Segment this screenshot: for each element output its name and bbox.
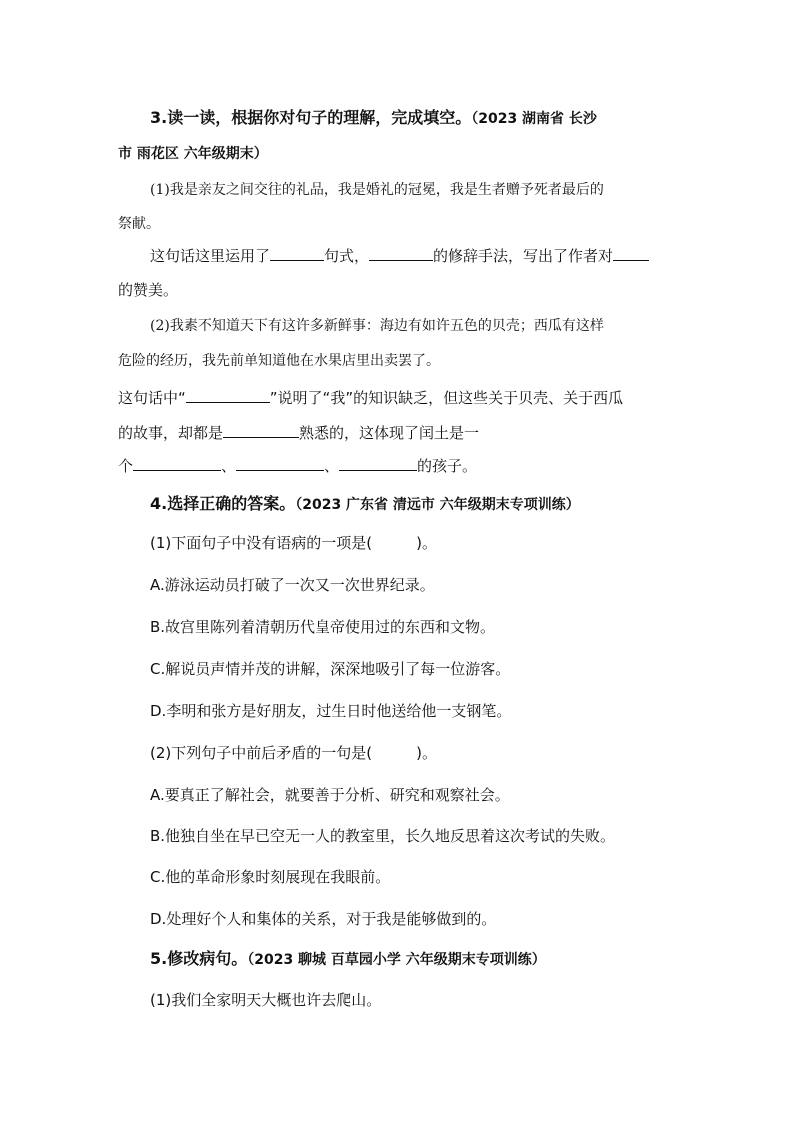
q3-s2-line2: 危险的经历，我先前单知道他在水果店里出卖罢了。 [118, 353, 440, 369]
q4-source: （2023 广东省 清远市 六年级期末专项训练） [295, 497, 580, 513]
q3-s2-question-line2 [118, 422, 479, 444]
q3-s2-q-text5: 个 [118, 457, 134, 475]
q3-source-part2: 市 雨花区 六年级期末） [118, 146, 268, 162]
answer-blank[interactable] [236, 455, 324, 471]
q4-s2-prompt-text: (2)下列句子中前后矛盾的一句是( [150, 744, 373, 762]
q3-s2-q-sep1: 、 [221, 457, 237, 475]
q4-heading [150, 493, 580, 516]
q4-s1-prompt-text: (1)下面句子中没有语病的一项是( [150, 534, 373, 552]
q3-s1-question-line2: 的赞美。 [118, 281, 179, 299]
q3-s1-line2: 祭献。 [118, 216, 160, 232]
answer-blank[interactable] [186, 387, 270, 403]
q4-s2-option-c: C.他的革命形象时刻展现在我眼前。 [150, 868, 391, 886]
q3-source-line2 [118, 142, 268, 165]
q4-s1-option-a: A.游泳运动员打破了一次又一次世界纪录。 [150, 576, 435, 594]
q4-s1-option-d: D.李明和张方是好朋友，过生日时他送给他一支钢笔。 [150, 702, 512, 720]
q3-s2-q-text1: 这句话中“ [118, 389, 186, 407]
q4-s1-option-b: B.故宫里陈列着清朝历代皇帝使用过的东西和文物。 [150, 618, 496, 636]
q3-s2-q-text4: 熟悉的，这体现了闰土是一 [299, 424, 480, 442]
q3-s1-q-text2: 句式， [324, 247, 370, 265]
q4-s2-option-a: A.要真正了解社会，就要善于分析、研究和观察社会。 [150, 786, 510, 804]
answer-blank[interactable] [613, 245, 649, 261]
q4-s2-prompt [150, 742, 437, 764]
q3-s2-question-line3 [118, 455, 477, 477]
q4-s2-option-b: B.他独自坐在早已空无一人的教室里，长久地反思着这次考试的失败。 [150, 827, 616, 845]
q4-s2-option-d: D.处理好个人和集体的关系，对于我是能够做到的。 [150, 910, 497, 928]
answer-blank[interactable] [339, 455, 417, 471]
q3-title: 3.读一读，根据你对句子的理解，完成填空。 [150, 108, 472, 127]
q3-heading [150, 107, 597, 130]
q5-heading [150, 948, 546, 971]
q3-s1-question-line1 [150, 245, 649, 267]
q3-source-part1: （2023 湖南省 长沙 [471, 111, 597, 127]
q5-s1: (1)我们全家明天大概也许去爬山。 [150, 991, 382, 1009]
q4-s1-option-c: C.解说员声情并茂的讲解，深深地吸引了每一位游客。 [150, 660, 511, 678]
q3-s2-q-text6: 的孩子。 [417, 457, 478, 475]
q3-s2-q-text3: 的故事，却都是 [118, 424, 224, 442]
q3-s2-line1: (2)我素不知道天下有这许多新鲜事：海边有如许五色的贝壳；西瓜有这样 [150, 318, 604, 334]
q5-source: （2023 聊城 百草园小学 六年级期末专项训练） [247, 952, 546, 968]
answer-blank[interactable] [133, 455, 221, 471]
q3-s2-question-line1 [118, 387, 623, 409]
q4-title: 4.选择正确的答案。 [150, 494, 296, 513]
q4-s1-prompt [150, 532, 437, 554]
q3-s1-q-text1: 这句话这里运用了 [150, 247, 271, 265]
q4-s2-prompt-end: )。 [416, 744, 437, 762]
q5-title: 5.修改病句。 [150, 949, 248, 968]
answer-blank[interactable] [223, 422, 299, 438]
answer-blank[interactable] [369, 245, 433, 261]
q3-s2-q-sep2: 、 [324, 457, 340, 475]
q4-s1-prompt-end: )。 [416, 534, 437, 552]
q3-s1-line1: (1)我是亲友之间交往的礼品，我是婚礼的冠冕，我是生者赠予死者最后的 [150, 182, 604, 198]
answer-blank[interactable] [270, 245, 324, 261]
q3-s2-q-text2: ”说明了“我”的知识缺乏，但这些关于贝壳、关于西瓜 [269, 389, 624, 407]
q3-s1-q-text3: 的修辞手法，写出了作者对 [433, 247, 614, 265]
